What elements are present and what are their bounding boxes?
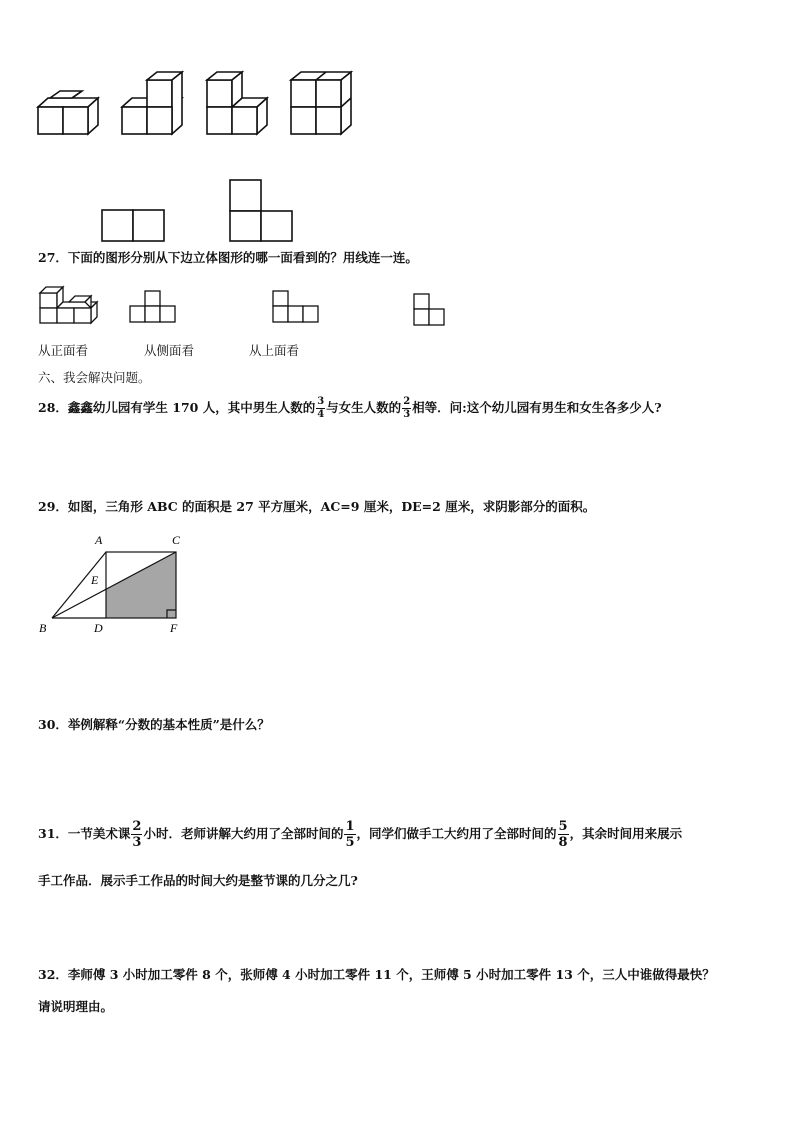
view-label-front: 从正面看	[38, 343, 89, 358]
q27-view-b	[272, 290, 320, 326]
label-f: F	[170, 621, 178, 635]
label-c: C	[172, 533, 181, 547]
label-b: B	[39, 621, 47, 635]
label-d: D	[94, 621, 103, 635]
q30-text: 30．举例解释“分数的基本性质”是什么？	[38, 717, 270, 732]
q29-text: 29．如图，三角形 ABC 的面积是 27 平方厘米，AC=9 厘米，DE=2 厘米，求阴影部分的面积。	[38, 499, 596, 514]
q28-fraction-2: $\frac{2}{3}$	[403, 396, 411, 420]
q27-view-a	[129, 290, 177, 326]
q28-text	[38, 397, 662, 420]
q28-part3: 相等．问:这个幼儿园有男生和女生各多少人?	[412, 400, 662, 415]
q31-part2: 小时．老师讲解大约用了全部时间的	[143, 826, 344, 841]
q31-fraction-1: $\frac{2}{3}$	[132, 819, 142, 850]
cube-figure-4	[289, 76, 359, 146]
q27-view-c	[413, 293, 447, 329]
q32-line2: 请说明理由。	[38, 999, 114, 1014]
q28-fraction-1: $\frac{3}{4}$	[317, 396, 325, 420]
q28-part1: 28．鑫鑫幼儿园有学生 170 人，其中男生人数的	[38, 400, 316, 415]
cube-figure-2	[120, 76, 190, 146]
label-a: A	[95, 533, 103, 547]
view-l-shape	[229, 179, 295, 243]
q29-geometry-diagram	[36, 530, 196, 640]
section-heading: 六、我会解决问题。	[38, 370, 151, 385]
q31-fraction-3: $\frac{5}{8}$	[558, 819, 568, 850]
cube-figure-3	[205, 76, 275, 146]
q31-text	[38, 819, 682, 849]
q27-solid-figure	[39, 283, 103, 327]
view-two-squares	[101, 209, 167, 243]
shaded-region	[106, 552, 176, 618]
q31-part4: ，其余时间用来展示	[569, 826, 683, 841]
cube-figure-1	[36, 88, 106, 148]
q27-prompt: 27．下面的图形分别从下边立体图形的哪一面看到的？用线连一连。	[38, 250, 418, 265]
q31-line2: 手工作品．展示手工作品的时间大约是整节课的几分之几?	[38, 873, 358, 888]
label-e: E	[91, 573, 99, 587]
q28-part2: 与女生人数的	[326, 400, 402, 415]
q32-line1: 32．李师傅 3 小时加工零件 8 个，张师傅 4 小时加工零件 11 个，王师傅 5 小时加工零件 13 个，三人中谁做得最快？	[38, 967, 715, 982]
view-label-side: 从侧面看	[144, 343, 195, 358]
view-label-top: 从上面看	[249, 343, 300, 358]
q31-part1: 31．一节美术课	[38, 826, 131, 841]
q31-fraction-2: $\frac{1}{5}$	[345, 819, 355, 850]
q31-part3: ，同学们做手工大约用了全部时间的	[356, 826, 557, 841]
